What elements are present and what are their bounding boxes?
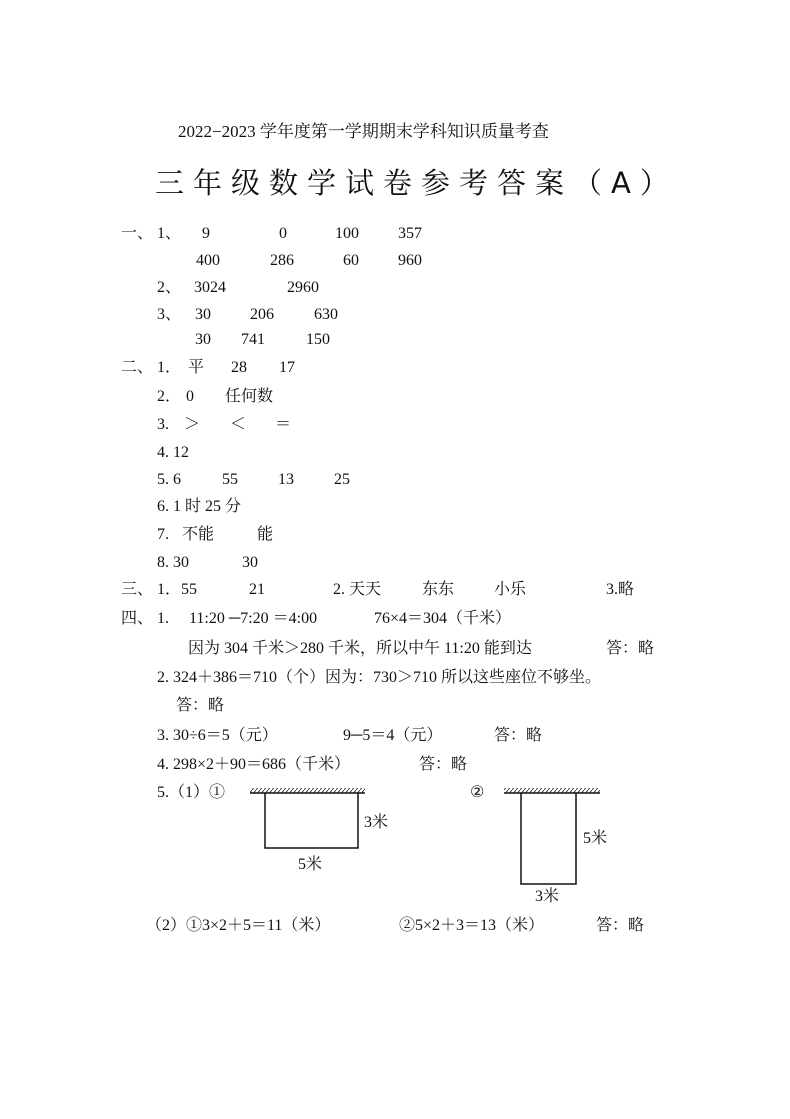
question-number: 1、 xyxy=(157,225,182,242)
section-4-label: 四、 xyxy=(121,610,154,627)
answer: 960 xyxy=(398,252,422,269)
question-number: 8. 30 xyxy=(157,554,189,571)
answer: 小乐 xyxy=(494,581,527,598)
equation: 11:20 ─7:20 ＝4:00 xyxy=(189,610,318,627)
question-number: 3、 xyxy=(157,306,182,323)
answer-note: 答：略 xyxy=(606,640,655,657)
section-1-label: 一、 xyxy=(121,225,154,242)
question-number: 2． xyxy=(157,388,182,405)
question-answer: 3.略 xyxy=(606,581,635,598)
question-answer: 6. 1 时 25 分 xyxy=(157,498,242,515)
answer-note: 答：略 xyxy=(176,697,225,714)
answer: 9 xyxy=(202,225,210,242)
fence-outline xyxy=(265,793,358,848)
answer: 2960 xyxy=(287,279,319,296)
question-number: 1. xyxy=(157,610,169,627)
question-number: ② xyxy=(470,784,485,801)
answer: 21 xyxy=(249,581,265,598)
question-number: 5. 6 xyxy=(157,471,181,488)
answer: 任何数 xyxy=(225,388,274,405)
answer: 741 xyxy=(241,331,265,348)
answer: 206 xyxy=(250,306,274,323)
section-2-label: 二、 xyxy=(121,359,154,376)
question-number: 3. xyxy=(157,416,169,433)
answer: 0 xyxy=(279,225,287,242)
equation: 3. 30÷6＝5（元） xyxy=(157,727,278,744)
dimension-label: 3米 xyxy=(535,888,560,905)
answer: 东东 xyxy=(422,581,455,598)
question-number: 1． xyxy=(157,359,182,376)
equation: 76×4＝304（千米） xyxy=(374,610,512,627)
equation: ②5×2＋3＝13（米） xyxy=(399,917,545,934)
answer: 17 xyxy=(279,359,295,376)
answer: 28 xyxy=(231,359,247,376)
answer: 630 xyxy=(314,306,338,323)
answer: 13 xyxy=(278,471,294,488)
answer-note: 答：略 xyxy=(596,917,645,934)
equation: 4. 298×2＋90＝686（千米） xyxy=(157,756,351,773)
question-answer: 4. 12 xyxy=(157,444,189,461)
answer: 25 xyxy=(334,471,350,488)
dimension-label: 3米 xyxy=(364,814,389,831)
question-number: （2） xyxy=(146,917,187,934)
answer: 150 xyxy=(306,331,330,348)
answer: 0 xyxy=(186,388,194,405)
answer: 60 xyxy=(343,252,359,269)
answer: 30 xyxy=(195,306,211,323)
answer: 30 xyxy=(195,331,211,348)
answer: ＝ xyxy=(275,416,292,433)
question-number: 2、 xyxy=(157,279,182,296)
question-number: 5.（1）① xyxy=(157,784,226,801)
answer: ＞ xyxy=(184,416,201,433)
explanation: 因为 304 千米＞280 千米，所以中午 11:20 能到达 xyxy=(188,640,532,657)
answer: ＜ xyxy=(230,416,247,433)
answer: 55 xyxy=(222,471,238,488)
fence-diagram-1 xyxy=(250,788,365,848)
answer-note: 答：略 xyxy=(419,756,468,773)
answer: 能 xyxy=(257,526,274,543)
answer-note: 答：略 xyxy=(494,727,543,744)
page-title: 三年级数学试卷参考答案（A） xyxy=(155,166,678,200)
question-number: 2. 天天 xyxy=(333,581,382,598)
question-number: 1．55 xyxy=(157,581,198,598)
answer: 400 xyxy=(196,252,220,269)
exam-subtitle: 2022−2023 学年度第一学期期末学科知识质量考查 xyxy=(178,122,549,141)
equation: ①3×2＋5＝11（米） xyxy=(186,917,331,934)
explanation: 2. 324＋386＝710（个）因为：730＞710 所以这些座位不够坐。 xyxy=(157,669,602,686)
fence-outline xyxy=(521,793,576,884)
dimension-label: 5米 xyxy=(583,830,608,847)
answer: 3024 xyxy=(194,279,226,296)
answer: 357 xyxy=(398,225,422,242)
question-number: 7. xyxy=(157,526,169,543)
dimension-label: 5米 xyxy=(298,856,323,873)
equation: 9─5＝4（元） xyxy=(343,727,443,744)
answer: 100 xyxy=(335,225,359,242)
answer: 不能 xyxy=(182,526,215,543)
section-3-label: 三、 xyxy=(121,581,154,598)
answer: 286 xyxy=(270,252,294,269)
answer: 平 xyxy=(188,359,205,376)
answer: 30 xyxy=(242,554,258,571)
